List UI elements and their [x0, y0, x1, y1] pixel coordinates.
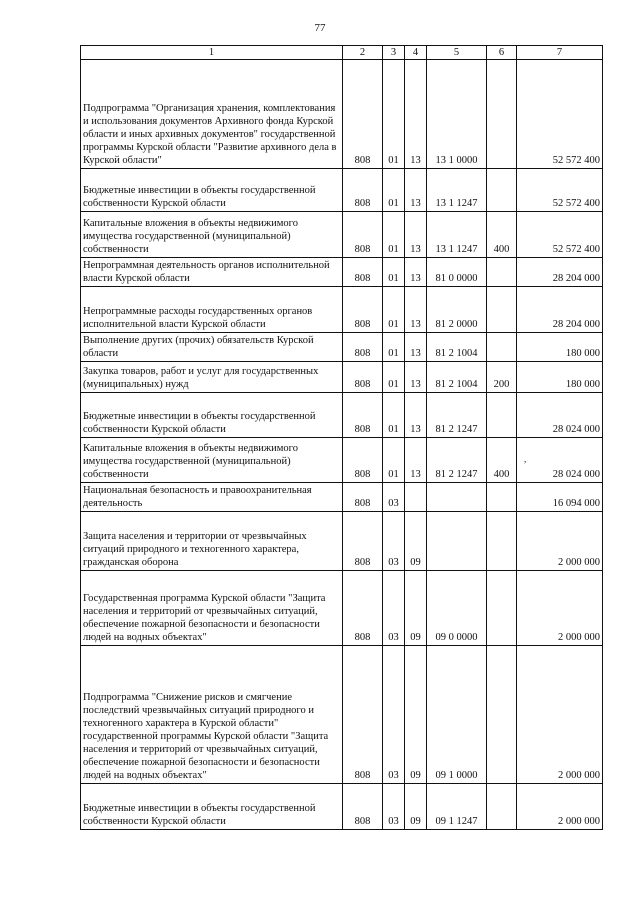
row-gr: 808	[343, 393, 383, 438]
row-sum: 52 572 400	[517, 60, 603, 169]
table-row	[81, 646, 603, 784]
row-sum: 28 204 000	[517, 287, 603, 333]
row-rz: 01	[383, 333, 405, 362]
table-row	[81, 393, 603, 438]
row-name: Защита населения и территории от чрезвычайных ситуаций природного и техногенного характера, гражданская оборона	[81, 512, 343, 571]
row-vr	[487, 169, 517, 212]
row-pr: 13	[405, 393, 427, 438]
row-cs	[427, 483, 487, 512]
row-rz: 03	[383, 512, 405, 571]
row-cs: 13 1 1247	[427, 212, 487, 258]
row-vr	[487, 393, 517, 438]
row-rz: 03	[383, 784, 405, 830]
row-sum: 2 000 000	[517, 646, 603, 784]
row-rz: 03	[383, 483, 405, 512]
row-vr	[487, 258, 517, 287]
row-pr: 13	[405, 212, 427, 258]
row-vr	[487, 646, 517, 784]
row-gr: 808	[343, 258, 383, 287]
row-gr: 808	[343, 571, 383, 646]
row-vr: 400	[487, 212, 517, 258]
stray-mark: ,	[524, 454, 527, 464]
row-pr	[405, 483, 427, 512]
table-row	[81, 212, 603, 258]
row-cs: 81 2 1247	[427, 393, 487, 438]
row-pr: 13	[405, 169, 427, 212]
row-cs	[427, 512, 487, 571]
row-cs: 81 2 0000	[427, 287, 487, 333]
table-row	[81, 287, 603, 333]
table-row	[81, 512, 603, 571]
row-name: Непрограммные расходы государственных органов исполнительной власти Курской области	[81, 287, 343, 333]
row-sum: 52 572 400	[517, 212, 603, 258]
row-gr: 808	[343, 438, 383, 483]
row-vr	[487, 483, 517, 512]
row-vr	[487, 60, 517, 169]
row-rz: 01	[383, 438, 405, 483]
row-rz: 01	[383, 393, 405, 438]
row-name: Капитальные вложения в объекты недвижимого имущества государственной (муниципальной) собственности	[81, 212, 343, 258]
row-cs: 81 2 1004	[427, 362, 487, 393]
row-gr: 808	[343, 512, 383, 571]
column-header-3: 3	[383, 46, 405, 60]
row-pr: 13	[405, 60, 427, 169]
row-cs: 81 2 1004	[427, 333, 487, 362]
column-header-4: 4	[405, 46, 427, 60]
table-row	[81, 258, 603, 287]
column-header-2: 2	[343, 46, 383, 60]
row-gr: 808	[343, 362, 383, 393]
row-rz: 01	[383, 258, 405, 287]
row-name: Бюджетные инвестиции в объекты государственной собственности Курской области	[81, 169, 343, 212]
row-cs: 09 1 0000	[427, 646, 487, 784]
row-name: Непрограммная деятельность органов исполнительной власти Курской области	[81, 258, 343, 287]
row-name: Бюджетные инвестиции в объекты государственной собственности Курской области	[81, 393, 343, 438]
row-cs: 13 1 1247	[427, 169, 487, 212]
row-vr	[487, 571, 517, 646]
row-vr: 400	[487, 438, 517, 483]
row-rz: 01	[383, 362, 405, 393]
row-pr: 13	[405, 362, 427, 393]
table-row	[81, 784, 603, 830]
row-gr: 808	[343, 784, 383, 830]
row-cs: 81 2 1247	[427, 438, 487, 483]
row-rz: 01	[383, 287, 405, 333]
row-vr	[487, 512, 517, 571]
table-row	[81, 333, 603, 362]
row-vr	[487, 287, 517, 333]
row-name: Подпрограмма "Снижение рисков и смягчение последствий чрезвычайных ситуаций природного и техногенного характера в Курской области" государственной программы Курской области "Защита населения и территорий от чрезвычайных ситуаций, обеспечение пожарной безопасности и безопасности людей на водных объектах"	[81, 646, 343, 784]
row-cs: 81 0 0000	[427, 258, 487, 287]
row-pr: 09	[405, 571, 427, 646]
row-name: Государственная программа Курской области "Защита населения и территорий от чрезвычайных ситуаций, обеспечение пожарной безопасности и безопасности людей на водных объектах"	[81, 571, 343, 646]
row-gr: 808	[343, 287, 383, 333]
column-header-5: 5	[427, 46, 487, 60]
row-pr: 13	[405, 333, 427, 362]
row-pr: 09	[405, 646, 427, 784]
row-gr: 808	[343, 169, 383, 212]
row-cs: 13 1 0000	[427, 60, 487, 169]
table-row	[81, 362, 603, 393]
row-gr: 808	[343, 60, 383, 169]
row-cs: 09 0 0000	[427, 571, 487, 646]
row-pr: 13	[405, 438, 427, 483]
table-row	[81, 571, 603, 646]
row-gr: 808	[343, 646, 383, 784]
row-name: Капитальные вложения в объекты недвижимого имущества государственной (муниципальной) собственности	[81, 438, 343, 483]
table-row	[81, 169, 603, 212]
column-header-1: 1	[81, 46, 343, 60]
row-vr	[487, 333, 517, 362]
row-pr: 13	[405, 287, 427, 333]
row-name: Национальная безопасность и правоохранительная деятельность	[81, 483, 343, 512]
table-row	[81, 483, 603, 512]
row-sum: 2 000 000	[517, 784, 603, 830]
row-pr: 09	[405, 512, 427, 571]
row-rz: 03	[383, 571, 405, 646]
row-rz: 01	[383, 60, 405, 169]
row-sum: 2 000 000	[517, 512, 603, 571]
row-gr: 808	[343, 483, 383, 512]
row-name: Бюджетные инвестиции в объекты государственной собственности Курской области	[81, 784, 343, 830]
row-sum: 2 000 000	[517, 571, 603, 646]
row-sum: 28 024 000	[517, 438, 603, 483]
row-rz: 01	[383, 169, 405, 212]
row-rz: 01	[383, 212, 405, 258]
row-gr: 808	[343, 333, 383, 362]
row-sum: 180 000	[517, 362, 603, 393]
row-name: Выполнение других (прочих) обязательств Курской области	[81, 333, 343, 362]
row-vr	[487, 784, 517, 830]
row-sum: 28 024 000	[517, 393, 603, 438]
row-name: Подпрограмма "Организация хранения, комплектования и использования документов Архивного фонда Курской области и иных архивных документов" государственной программы Курской области "Развитие архивного дела в Курской области"	[81, 60, 343, 169]
row-rz: 03	[383, 646, 405, 784]
row-sum: 16 094 000	[517, 483, 603, 512]
row-vr: 200	[487, 362, 517, 393]
column-header-7: 7	[517, 46, 603, 60]
row-name: Закупка товаров, работ и услуг для государственных (муниципальных) нужд	[81, 362, 343, 393]
budget-table	[80, 45, 603, 830]
row-sum: 180 000	[517, 333, 603, 362]
row-gr: 808	[343, 212, 383, 258]
row-cs: 09 1 1247	[427, 784, 487, 830]
row-pr: 09	[405, 784, 427, 830]
table-row	[81, 60, 603, 169]
page-number: 77	[314, 22, 326, 34]
row-sum: 52 572 400	[517, 169, 603, 212]
column-header-6: 6	[487, 46, 517, 60]
header-row	[81, 46, 603, 60]
row-pr: 13	[405, 258, 427, 287]
row-sum: 28 204 000	[517, 258, 603, 287]
